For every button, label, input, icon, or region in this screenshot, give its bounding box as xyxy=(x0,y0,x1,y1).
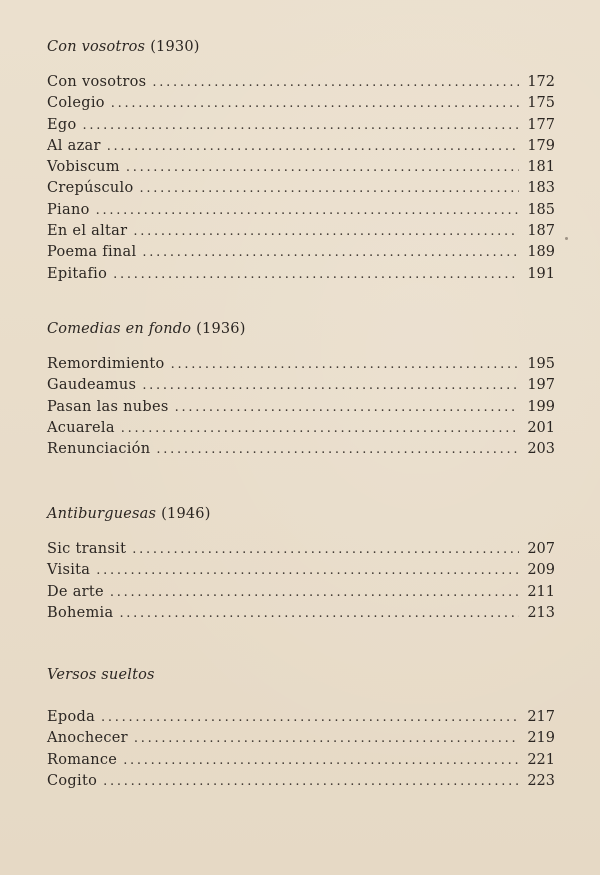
section-year: (1930) xyxy=(150,39,200,55)
toc-entry xyxy=(47,200,555,221)
section-year: (1946) xyxy=(161,506,211,522)
entry-title: Colegio xyxy=(47,95,105,112)
entry-title: Anochecer xyxy=(47,730,128,747)
dot-leader xyxy=(142,242,519,263)
entry-page: 197 xyxy=(527,377,555,394)
entry-title: Bohemia xyxy=(47,604,114,621)
toc-section-comedias-en-fondo xyxy=(47,319,555,460)
entry-title: En el altar xyxy=(47,223,128,240)
dot-leader xyxy=(96,200,519,221)
entry-title: Gaudeamus xyxy=(47,377,137,394)
dot-leader xyxy=(133,221,519,242)
dot-leader xyxy=(101,707,519,728)
toc-section-antiburguesas xyxy=(47,504,555,624)
entry-title: Al azar xyxy=(47,137,101,154)
entry-page: 172 xyxy=(527,74,555,90)
entry-page: 211 xyxy=(527,583,555,600)
dot-leader xyxy=(134,728,519,749)
section-heading xyxy=(47,319,555,339)
toc-entry-list xyxy=(47,707,555,792)
entry-title: Epoda xyxy=(47,709,96,725)
toc-entry-list xyxy=(47,72,555,285)
section-title: Antiburguesas xyxy=(47,506,157,522)
dot-leader xyxy=(121,418,519,439)
entry-page: 195 xyxy=(527,356,555,372)
dot-leader xyxy=(140,178,520,199)
dot-leader xyxy=(107,136,519,157)
entry-title: Piano xyxy=(47,201,90,218)
paper-speck xyxy=(565,237,568,240)
entry-page: 221 xyxy=(527,751,555,768)
toc-entry xyxy=(47,539,555,560)
dot-leader xyxy=(103,771,519,792)
entry-title: Visita xyxy=(47,562,91,579)
entry-title: Poema final xyxy=(47,244,137,261)
dot-leader xyxy=(123,750,519,771)
entry-page: 219 xyxy=(527,730,555,747)
toc-entry xyxy=(47,354,555,375)
dot-leader xyxy=(175,397,519,418)
entry-title: Epitafio xyxy=(47,265,108,282)
toc-entry xyxy=(47,242,555,263)
toc-entry xyxy=(47,136,555,157)
entry-page: 177 xyxy=(527,116,555,133)
entry-page: 223 xyxy=(527,772,555,789)
entry-title: Con vosotros xyxy=(47,74,147,90)
toc-entry-list xyxy=(47,539,555,624)
dot-leader xyxy=(83,115,520,136)
entry-title: Ego xyxy=(47,116,77,133)
entry-page: 207 xyxy=(527,541,555,557)
toc-entry xyxy=(47,728,555,749)
toc-entry xyxy=(47,264,555,285)
toc-section-versos-sueltos xyxy=(47,665,555,792)
dot-leader xyxy=(142,375,519,396)
dot-leader xyxy=(110,582,519,603)
toc-entry xyxy=(47,582,555,603)
entry-title: Sic transit xyxy=(47,541,127,557)
toc-entry xyxy=(47,72,555,93)
section-heading xyxy=(47,37,555,57)
section-title: Comedias en fondo xyxy=(47,321,192,337)
entry-title: De arte xyxy=(47,583,104,600)
entry-page: 209 xyxy=(527,562,555,579)
toc-entry xyxy=(47,418,555,439)
entry-title: Crepúsculo xyxy=(47,180,134,197)
entry-title: Renunciación xyxy=(47,441,151,458)
toc-entry xyxy=(47,439,555,460)
entry-title: Pasan las nubes xyxy=(47,398,169,415)
entry-page: 213 xyxy=(527,604,555,621)
section-heading xyxy=(47,665,555,685)
toc-entry xyxy=(47,560,555,581)
entry-title: Remordimiento xyxy=(47,356,165,372)
toc-entry xyxy=(47,707,555,728)
section-heading xyxy=(47,504,555,524)
toc-entry xyxy=(47,771,555,792)
toc-entry xyxy=(47,397,555,418)
entry-page: 191 xyxy=(527,265,555,282)
entry-page: 179 xyxy=(527,137,555,154)
entry-page: 189 xyxy=(527,244,555,261)
entry-page: 203 xyxy=(527,441,555,458)
toc-entry xyxy=(47,221,555,242)
entry-page: 199 xyxy=(527,398,555,415)
dot-leader xyxy=(171,354,519,375)
dot-leader xyxy=(126,157,519,178)
entry-title: Vobiscum xyxy=(47,159,120,176)
entry-page: 175 xyxy=(527,95,555,112)
entry-title: Acuarela xyxy=(47,419,115,436)
toc-entry xyxy=(47,157,555,178)
entry-page: 187 xyxy=(527,223,555,240)
toc-entry xyxy=(47,375,555,396)
dot-leader xyxy=(156,439,519,460)
section-title: Versos sueltos xyxy=(47,667,155,683)
toc-entry xyxy=(47,178,555,199)
dot-leader xyxy=(113,264,519,285)
entry-page: 183 xyxy=(527,180,555,197)
toc-section-con-vosotros xyxy=(47,37,555,285)
section-year: (1936) xyxy=(196,321,246,337)
dot-leader xyxy=(152,72,519,93)
entry-page: 185 xyxy=(527,201,555,218)
dot-leader xyxy=(111,93,519,114)
toc-entry xyxy=(47,750,555,771)
entry-title: Cogito xyxy=(47,772,98,789)
dot-leader xyxy=(119,603,519,624)
toc-entry-list xyxy=(47,354,555,460)
entry-page: 201 xyxy=(527,419,555,436)
toc-entry xyxy=(47,93,555,114)
dot-leader xyxy=(132,539,519,560)
dot-leader xyxy=(96,560,519,581)
entry-page: 217 xyxy=(527,709,555,725)
toc-entry xyxy=(47,115,555,136)
entry-page: 181 xyxy=(527,159,555,176)
toc-entry xyxy=(47,603,555,624)
section-title: Con vosotros xyxy=(47,39,146,55)
entry-title: Romance xyxy=(47,751,118,768)
